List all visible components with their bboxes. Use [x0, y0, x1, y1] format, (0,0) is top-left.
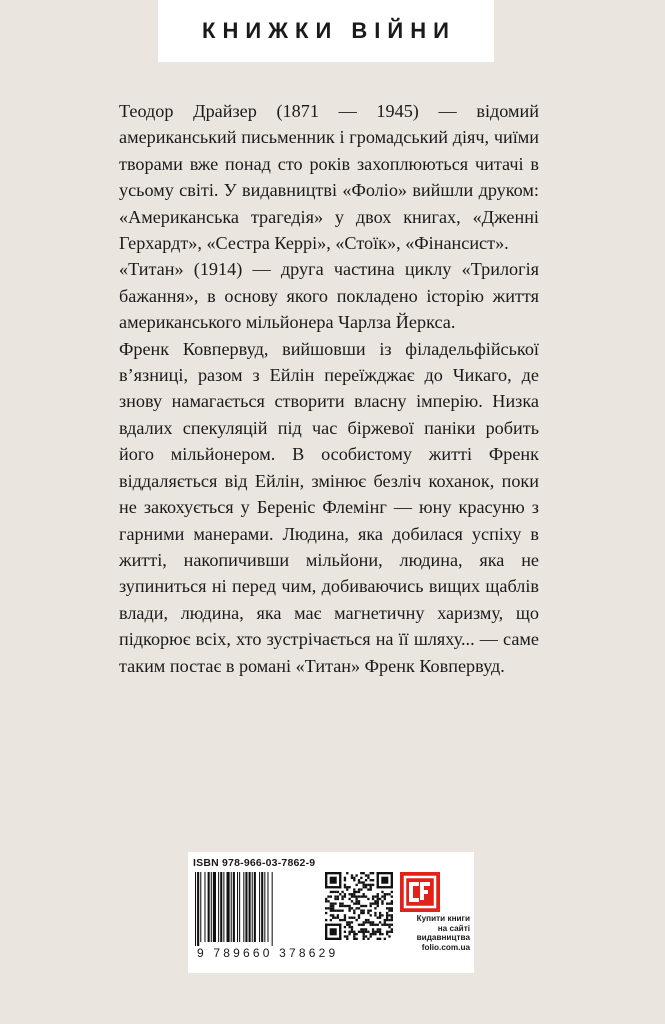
publisher-website-link[interactable]: folio.com.ua	[421, 942, 470, 952]
publisher-logo-icon	[400, 872, 440, 912]
novel-intro-paragraph: «Титан» (1914) — друга частина циклу «Трилогія бажання», в основу якого покладено історію життя американського мільйонера Чарлза Йеркса.	[119, 259, 539, 333]
qr-code-icon[interactable]	[325, 872, 393, 940]
barcode-icon	[193, 872, 315, 946]
barcode-panel	[188, 852, 474, 973]
barcode-digits: 9 789660 378629	[197, 946, 339, 960]
series-banner	[158, 0, 494, 62]
buy-line: Купити книги	[416, 914, 470, 923]
buy-books-note	[398, 914, 470, 952]
isbn-label: ISBN 978-966-03-7862-9	[193, 857, 316, 869]
buy-line: видавництва	[416, 933, 470, 942]
series-title: КНИЖКИ ВІЙНИ	[202, 18, 456, 43]
buy-line: на сайті	[437, 923, 470, 933]
back-cover-description	[119, 98, 539, 679]
author-paragraph: Теодор Драйзер (1871 — 1945) — відомий американський письменник і громадський діяч, чиїми творами вже понад сто років захоплюються читачі в усьому світі. У видавництві «Фоліо» вийшли друком: «Американська трагедія» у двох книгах, «Дженні Герхардт», «Сестра Керрі», «Стоїк», «Фінансист».	[119, 101, 539, 254]
plot-paragraph: Френк Ковпервуд, вийшовши із філадельфійської в’язниці, разом з Ейлін переїжджає до Чикаго, де знову намагається створити власну імперію. Низка вдалих спекуляцій під час біржевої паніки робить його мільйонером. В особистому житті Френк віддаляється від Ейлін, змінює безліч коханок, поки не закохується у Береніс Флемінг — юну красуню з гарними манерами. Людина, яка добилася успіху в житті, накопичивши мільйони, людина, яка не зупиниться ні перед чим, добиваючись вищих щаблів влади, людина, яка має магнетичну харизму, що підкорює всіх, хто зустрічається на її шляху... — саме таким постає в романі «Титан» Френк Ковпервуд.	[119, 338, 539, 676]
